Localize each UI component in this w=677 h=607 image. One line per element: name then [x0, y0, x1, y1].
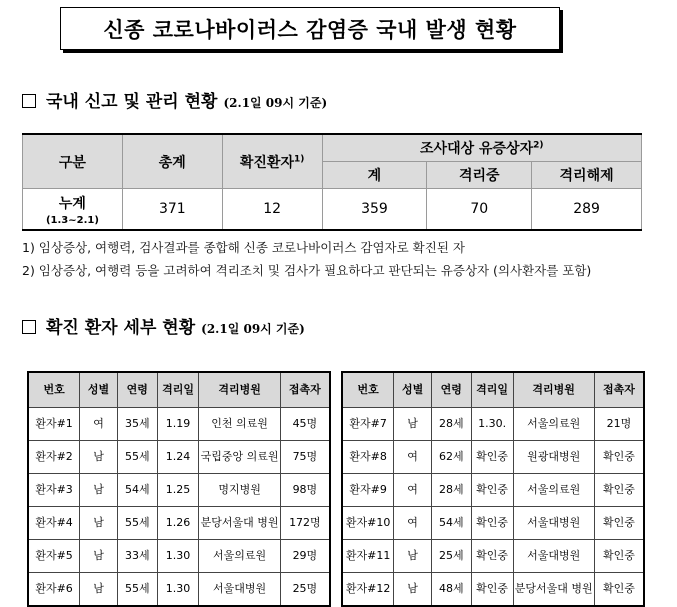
cell: 55세 [117, 507, 157, 540]
cell: 1.30 [157, 540, 199, 573]
cell: 54세 [431, 507, 471, 540]
cell: 1.24 [157, 441, 199, 474]
cell: 환자#2 [28, 441, 80, 474]
cell-confirmed: 12 [222, 189, 322, 231]
cell: 환자#1 [28, 408, 80, 441]
cell: 서울대병원 [199, 573, 280, 607]
cell: 확인중 [594, 573, 644, 607]
summary-table [22, 133, 642, 231]
cell: 28세 [431, 408, 471, 441]
cell: 28세 [431, 474, 471, 507]
cell: 55세 [117, 441, 157, 474]
cell: 21명 [594, 408, 644, 441]
cell: 확인중 [594, 507, 644, 540]
col-header: 성별 [80, 372, 118, 408]
col-header: 연령 [117, 372, 157, 408]
table-row [28, 474, 330, 507]
table-row [342, 507, 644, 540]
section-heading-domestic [22, 87, 327, 112]
cell: 1.19 [157, 408, 199, 441]
footnote-1: 1) 임상증상, 여행력, 검사결과를 종합해 신종 코로나바이러스 감염자로 확진된 자 [22, 240, 465, 255]
cell: 확인중 [594, 441, 644, 474]
cell: 분당서울대 병원 [199, 507, 280, 540]
cell: 환자#7 [342, 408, 394, 441]
cell: 환자#5 [28, 540, 80, 573]
cell: 서울의료원 [513, 474, 594, 507]
cell: 29명 [280, 540, 330, 573]
footnote-2: 2) 임상증상, 여행력 등을 고려하여 격리조치 및 검사가 필요하다고 판단되는 유증상자 (의사환자를 포함) [22, 263, 592, 278]
checkbox-square-icon [22, 320, 36, 334]
cell: 25명 [280, 573, 330, 607]
cell: 35세 [117, 408, 157, 441]
cell: 55세 [117, 573, 157, 607]
table-row [28, 540, 330, 573]
cell: 확인중 [471, 540, 513, 573]
cell: 확인중 [471, 441, 513, 474]
cell: 서울의료원 [513, 408, 594, 441]
col-header: 번호 [28, 372, 80, 408]
cell: 확인중 [594, 540, 644, 573]
row-label: 누계 (1.3~2.1) [23, 189, 123, 231]
section-note: (2.1일 09시 기준) [201, 322, 305, 336]
cell: 98명 [280, 474, 330, 507]
header-total: 총계 [122, 134, 222, 189]
cell: 1.30 [157, 573, 199, 607]
cell: 환자#10 [342, 507, 394, 540]
cell: 62세 [431, 441, 471, 474]
cell: 여 [394, 474, 432, 507]
cell: 여 [394, 441, 432, 474]
cell: 인천 의료원 [199, 408, 280, 441]
cell: 45명 [280, 408, 330, 441]
cell-sub-isolating: 70 [427, 189, 532, 231]
patients-table-left [27, 371, 331, 607]
cell: 명지병원 [199, 474, 280, 507]
cell: 1.26 [157, 507, 199, 540]
cell: 172명 [280, 507, 330, 540]
table-row [342, 474, 644, 507]
col-header: 접촉자 [280, 372, 330, 408]
header-sub-released: 격리해제 [532, 162, 642, 189]
header-confirmed: 확진환자$^{1)}$ [222, 134, 322, 189]
table-row [28, 408, 330, 441]
col-header: 격리병원 [199, 372, 280, 408]
col-header: 격리병원 [513, 372, 594, 408]
col-header: 격리일 [471, 372, 513, 408]
table-row [342, 441, 644, 474]
cell-sub-released: 289 [532, 189, 642, 231]
table-row [28, 507, 330, 540]
page-title: 신종 코로나바이러스 감염증 국내 발생 현황 [60, 7, 560, 50]
cell: 확인중 [471, 507, 513, 540]
cell: 여 [80, 408, 118, 441]
cell-sub-total: 359 [322, 189, 427, 231]
cell: 남 [80, 573, 118, 607]
cell: 남 [80, 540, 118, 573]
cell: 확인중 [594, 474, 644, 507]
section-note: (2.1일 09시 기준) [223, 96, 328, 110]
cell: 분당서울대 병원 [513, 573, 594, 607]
cell: 1.30. [471, 408, 513, 441]
cell: 확인중 [471, 573, 513, 607]
cell: 48세 [431, 573, 471, 607]
cell: 환자#8 [342, 441, 394, 474]
cell: 확인중 [471, 474, 513, 507]
cell: 남 [394, 573, 432, 607]
cell: 남 [80, 507, 118, 540]
cell: 환자#12 [342, 573, 394, 607]
cell: 환자#4 [28, 507, 80, 540]
col-header: 접촉자 [594, 372, 644, 408]
table-row [28, 441, 330, 474]
header-suspected: 조사대상 유증상자$^{2)}$ [322, 134, 641, 162]
cell: 환자#9 [342, 474, 394, 507]
checkbox-square-icon [22, 94, 36, 108]
cell-total: 371 [122, 189, 222, 231]
cell: 서울대병원 [513, 540, 594, 573]
cell: 남 [394, 540, 432, 573]
col-header: 격리일 [157, 372, 199, 408]
header-category: 구분 [23, 134, 123, 189]
cell: 남 [80, 474, 118, 507]
cell: 1.25 [157, 474, 199, 507]
cell: 환자#11 [342, 540, 394, 573]
col-header: 성별 [394, 372, 432, 408]
cell: 여 [394, 507, 432, 540]
patients-table-right [341, 371, 645, 607]
col-header: 연령 [431, 372, 471, 408]
table-row [342, 408, 644, 441]
cell: 서울대병원 [513, 507, 594, 540]
cell: 환자#6 [28, 573, 80, 607]
header-sub-isolating: 격리중 [427, 162, 532, 189]
cell: 국립중앙 의료원 [199, 441, 280, 474]
cell: 원광대병원 [513, 441, 594, 474]
col-header: 번호 [342, 372, 394, 408]
section-title: 확진 환자 세부 현황 [46, 318, 196, 338]
cell: 54세 [117, 474, 157, 507]
table-row [342, 540, 644, 573]
cell: 남 [394, 408, 432, 441]
cell: 75명 [280, 441, 330, 474]
header-sub-total: 계 [322, 162, 427, 189]
cell: 서울의료원 [199, 540, 280, 573]
cell: 남 [80, 441, 118, 474]
cell: 25세 [431, 540, 471, 573]
cell: 33세 [117, 540, 157, 573]
cell: 환자#3 [28, 474, 80, 507]
section-title: 국내 신고 및 관리 현황 [46, 92, 218, 112]
section-heading-patients [22, 313, 305, 338]
